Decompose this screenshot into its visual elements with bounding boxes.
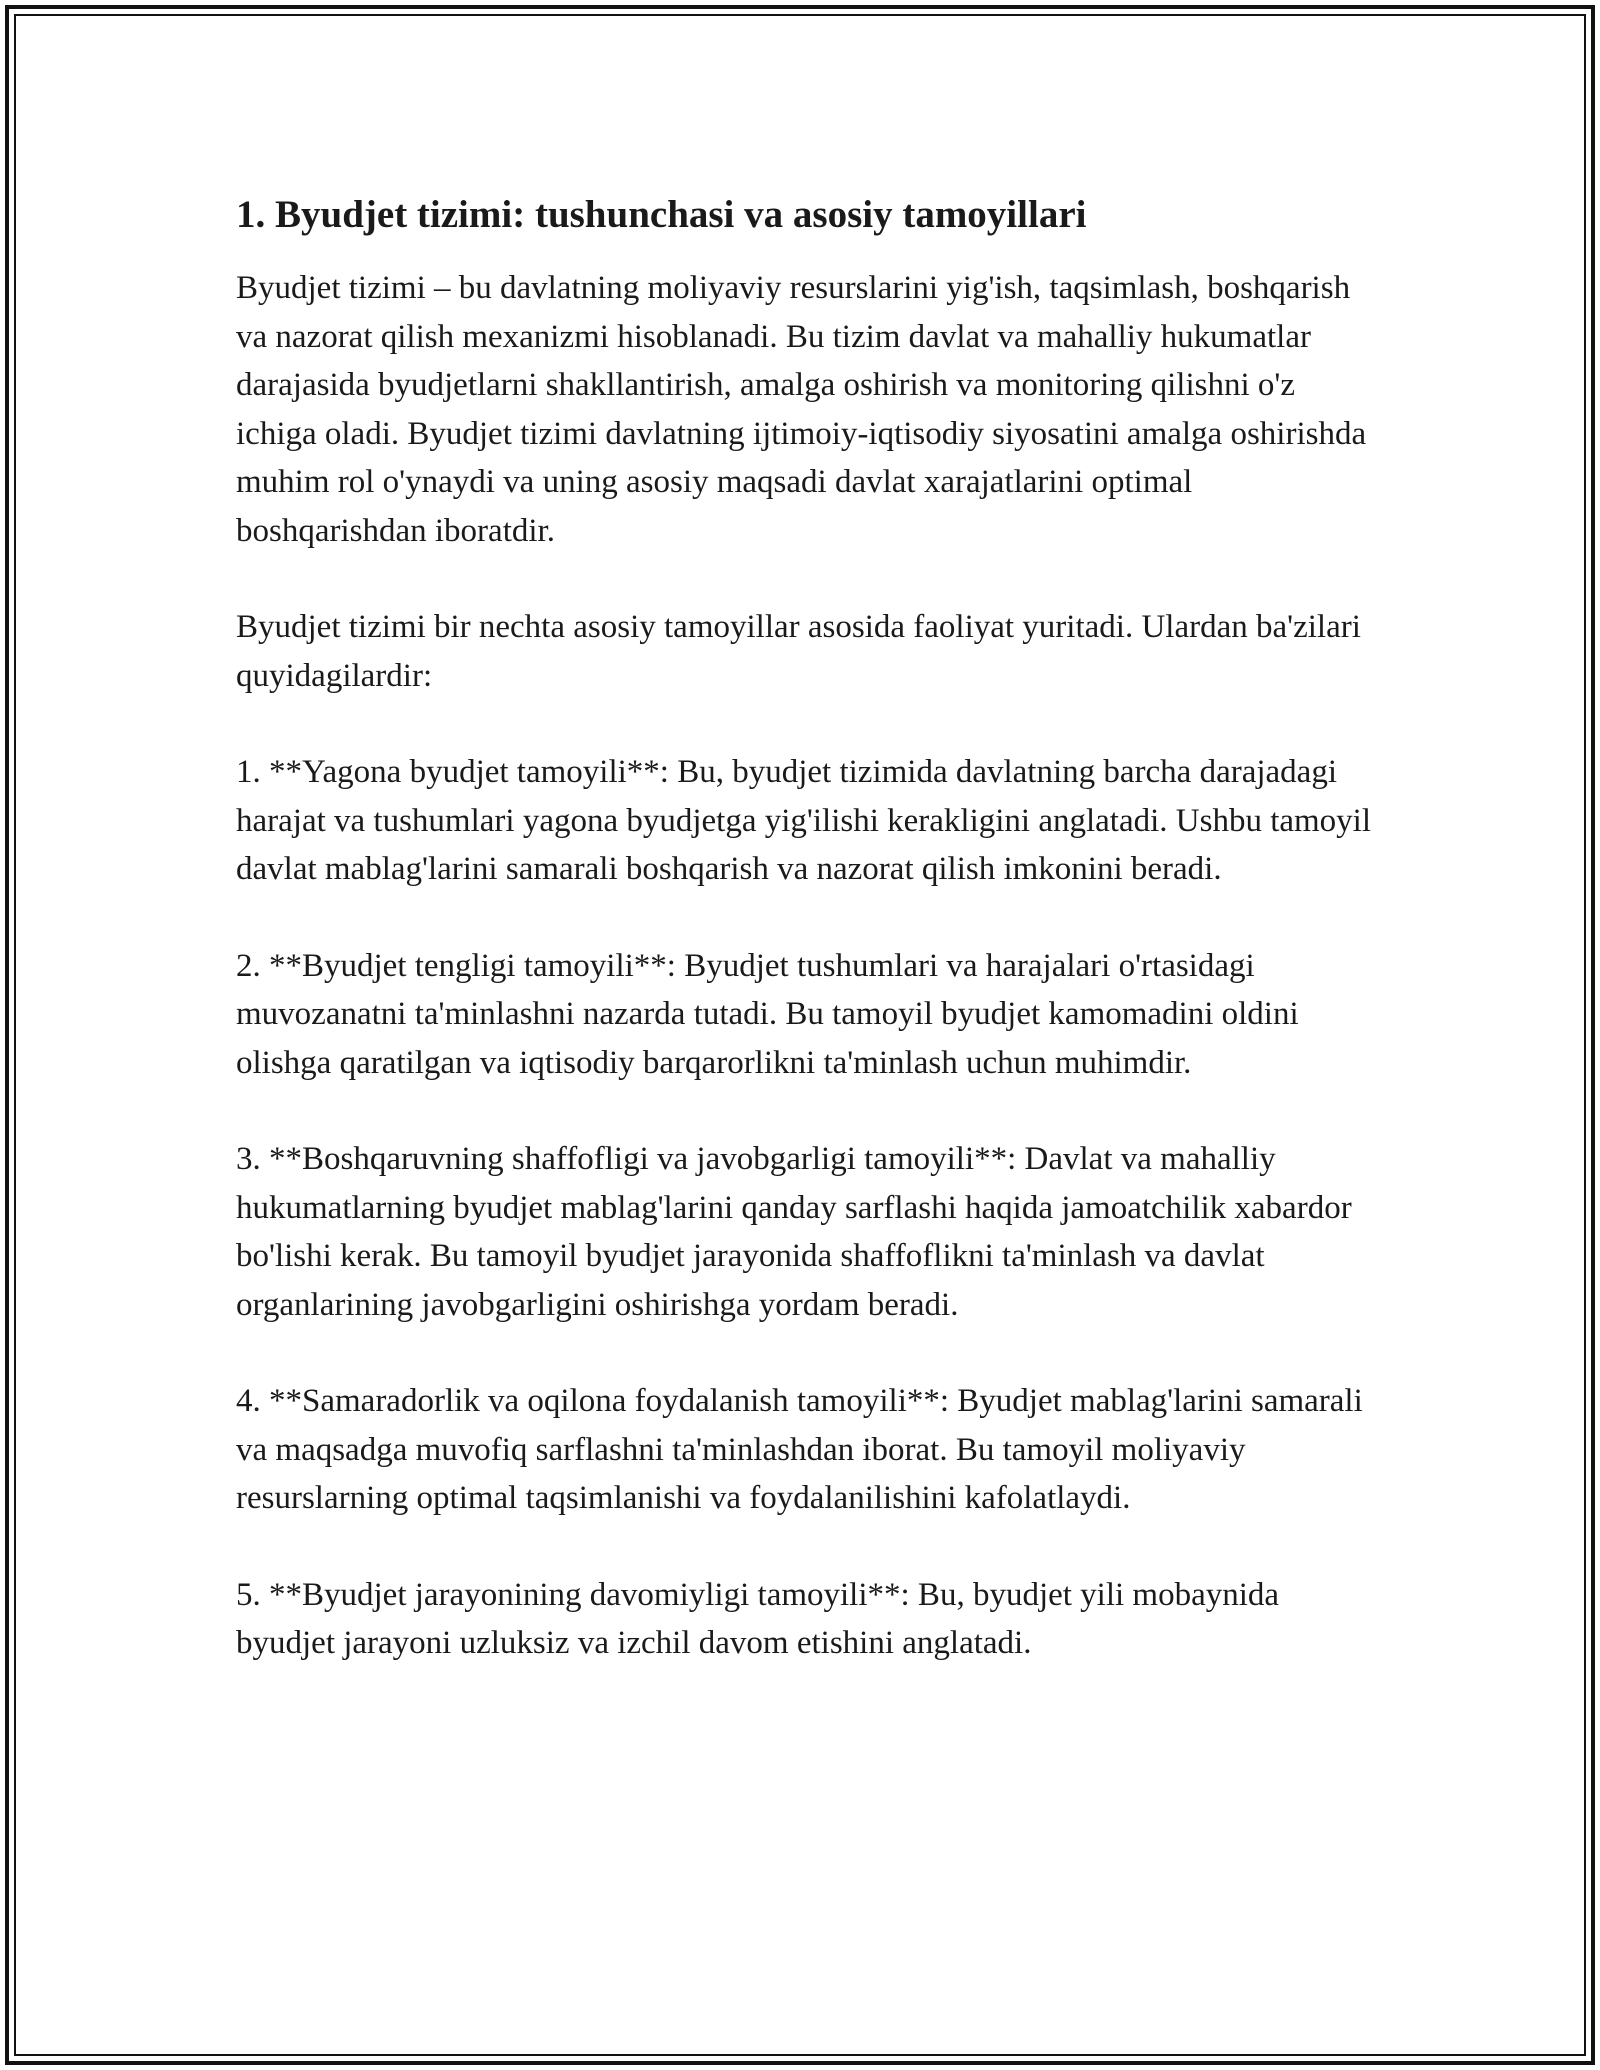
paragraph-principle-2: 2. **Byudjet tengligi tamoyili**: Byudjet tushumlari va harajalari o'rtasidagi muvozanatni ta'minlashni nazarda tutadi. Bu tamoyil byudjet kamomadini oldini olishga qaratilgan va iqtisodiy barqarorlikni ta'minlash uchun muhimdir. [236,947,1299,1081]
paragraph-principle-3: 3. **Boshqaruvning shaffofligi va javobgarligi tamoyili**: Davlat va mahalliy hukumatlarning byudjet mablag'larini qanday sarflashi haqida jamoatchilik xabardor bo'lishi kerak. Bu tamoyil byudjet jarayonida shaffoflikni ta'minlash va davlat organlarining javobgarligini oshirishga yordam beradi. [236,1141,1352,1323]
paragraph-principle-1: 1. **Yagona byudjet tamoyili**: Bu, byudjet tizimida davlatning barcha darajadagi harajat va tushumlari yagona byudjetga yig'ilishi kerakligini anglatadi. Ushbu tamoyil davlat mablag'larini samarali boshqarish va nazorat qilish imkonini beradi. [236,754,1372,887]
paragraph-principles-intro: Byudjet tizimi bir nechta asosiy tamoyillar asosida faoliyat yuritadi. Ulardan ba'zilari quyidagilardir: [236,609,1361,694]
section-heading: 1. Byudjet tizimi: tushunchasi va asosiy tamoyillari [236,193,1087,236]
paragraph-definition: Byudjet tizimi – bu davlatning moliyaviy resurslarini yig'ish, taqsimlash, boshqarish va nazorat qilish mexanizmi hisoblanadi. Bu tizim davlat va mahalliy hukumatlar darajasida byudjetlarni shakllantirish, amalga oshirish va monitoring qilishni o'z ichiga oladi. Byudjet tizimi davlatning ijtimoiy-iqtisodiy siyosatini amalga oshirishda muhim rol o'ynaydi va uning asosiy maqsadi davlat xarajatlarini optimal boshqarishdan iboratdir. [236,270,1367,549]
document-body [236,188,1376,1668]
paragraph-principle-4: 4. **Samaradorlik va oqilona foydalanish tamoyili**: Byudjet mablag'larini samarali va maqsadga muvofiq sarflashni ta'minlashdan iborat. Bu tamoyil moliyaviy resurslarning optimal taqsimlanishi va foydalanilishini kafolatlaydi. [236,1383,1363,1516]
paragraph-principle-5: 5. **Byudjet jarayonining davomiyligi tamoyili**: Bu, byudjet yili mobaynida byudjet jarayoni uzluksiz va izchil davom etishini anglatadi. [236,1576,1280,1661]
